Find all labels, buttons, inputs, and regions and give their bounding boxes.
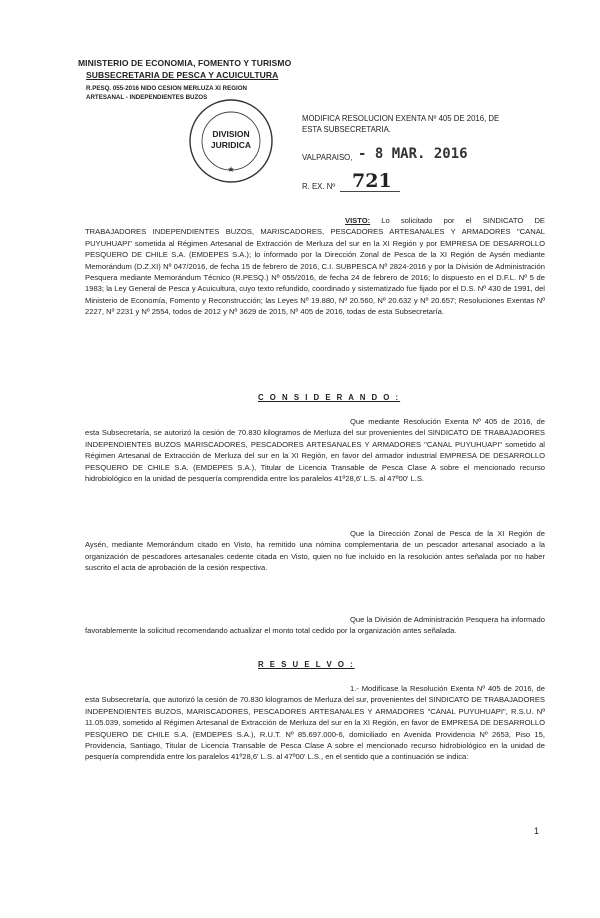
considerando-paragraph-2: Que la Dirección Zonal de Pesca de la XI Región de Aysén, mediante Memorándum citado en Visto, ha remitido una nómina complementaria de un pescador artesanal asociado a la organización de pescadores artesanales cedente citada en Visto, quien no fue incluido en la resolución antes señalada por no haber suscrito el acta de aprobación de la cesión respectiva. xyxy=(85,529,545,573)
subject-line-2: ESTA SUBSECRETARIA. xyxy=(302,125,391,134)
considerando-heading: C O N S I D E R A N D O : xyxy=(258,393,401,402)
visto-text: Lo solicitado por el SINDICATO DE TRABAJADORES INDEPENDIENTES BUZOS, MARISCADORES, PESCADORES ARTESANALES Y ARMADORES "CANAL PUYUHUAPI" sometida al Régimen Artesanal de Extracción de Merluza del sur en la XI Región y por EMPRESA DE DESARROLLO PESQUERO DE CHILE S.A. (EMDEPES S.A.); lo informado por la Dirección Zonal de Pesca de la XI Región de Aysén mediante Memorándum (D.Z.XI) Nº 047/2016, de fecha 15 de febrero de 2016, C.I. SUBPESCA Nº 2824-2016 y por la División de Administración Pesquera mediante Memorándum Técnico (R.PESQ.) Nº 055/2016, de fecha 24 de febrero de 2016; lo dispuesto en el D.F.L. Nº 5 de 1983; la Ley General de Pesca y Acuicultura, cuyo texto refundido, coordinado y sistematizado fue fijado por el D.S. Nº 430 de 1991, del Ministerio de Economía, Fomento y Reconstrucción; las Leyes Nº 19.880, Nº 20.560, Nº 20.632 y Nº 20.657; Resoluciones Exentas Nº 2227, Nº 2231 y Nº 2554, todos de 2012 y Nº 3629 de 2015, Nº 405 de 2016, todas de esta Subsecretaría. xyxy=(85,216,545,317)
visto-paragraph xyxy=(85,215,545,318)
considerando-paragraph-1: Que mediante Resolución Exenta Nº 405 de 2016, de esta Subsecretaría, se autorizó la cesión de 70.830 kilogramos de Merluza del sur provenientes del SINDICATO DE TRABAJADORES INDEPENDIENTES BUZOS MARISCADORES, PESCADORES ARTESANALES Y ARMADORES "CANAL PUYUHUAPI" sometido al Régimen Artesanal de Extracción de Merluza del sur en la XI Región, en favor del armador industrial EMPRESA DE DESARROLLO PESQUERO DE CHILE S.A. (EMDEPES S.A.), Titular de Licencia Transable de Pesca Clase A sobre el mencionado recurso hidrobiológico en la unidad de pesquería comprendida entre los paralelos 41º28,6' L.S. al 47º00' L.S. xyxy=(85,417,545,484)
subsecretaria-name: SUBSECRETARIA DE PESCA Y ACUICULTURA xyxy=(86,70,279,80)
svg-text:★: ★ xyxy=(227,165,235,174)
date-stamp: - 8 MAR. 2016 xyxy=(358,146,468,162)
resolution-number-underline xyxy=(340,191,400,192)
city-label: VALPARAISO, xyxy=(302,153,353,162)
considerando-paragraph-3: Que la División de Administración Pesquera ha informado favorablemente la solicitud recomendando actualizar el monto total cedido por la organización antes señalada. xyxy=(85,615,545,636)
reference-line-1: R.PESQ. 055-2016 NIDO CESION MERLUZA XI REGION xyxy=(86,85,248,92)
stamp-label-line-1: DIVISION xyxy=(212,129,250,139)
resolution-number: 721 xyxy=(352,170,392,192)
division-juridica-stamp xyxy=(186,96,276,186)
ministry-name: MINISTERIO DE ECONOMIA, FOMENTO Y TURISMO xyxy=(78,58,292,68)
resuelvo-heading: R E S U E L V O : xyxy=(258,660,355,669)
page-number: 1 xyxy=(534,826,540,836)
visto-lead: VISTO: xyxy=(345,216,371,225)
subject-line-1: MODIFICA RESOLUCION EXENTA Nº 405 DE 2016, DE xyxy=(302,114,500,123)
stamp-label-line-2: JURIDICA xyxy=(210,140,252,150)
resolution-number-label: R. EX. Nº xyxy=(302,182,336,191)
resuelvo-paragraph-1: 1.- Modifícase la Resolución Exenta Nº 405 de 2016, de esta Subsecretaría, que autorizó la cesión de 70.830 kilogramos de Merluza del sur, provenientes del SINDICATO DE TRABAJADORES INDEPENDIENTES BUZOS, MARISCADORES, PESCADORES ARTESANALES Y ARMADORES "CANAL PUYUHUAPI", R.S.U. Nº 11.05.039, sometido al Régimen Artesanal de Extracción de Merluza del sur en la XI Región, en favor de EMPRESA DE DESARROLLO PESQUERO DE CHILE S.A. (EMDEPES S.A.), R.U.T. Nº 85.697.000-6, domiciliado en Avenida Providencia Nº 2653, Piso 15, Providencia, Santiago, Titular de Licencia Transable de Pesca Clase A sobre el mencionado recurso hidrobiológico en la unidad de pesquería comprendida entre los paralelos 41º28,6' L.S. al 47º00' L.S., en el sentido que a continuación se indica: xyxy=(85,684,545,762)
reference-line-2: ARTESANAL - INDEPENDIENTES BUZOS xyxy=(86,94,208,101)
